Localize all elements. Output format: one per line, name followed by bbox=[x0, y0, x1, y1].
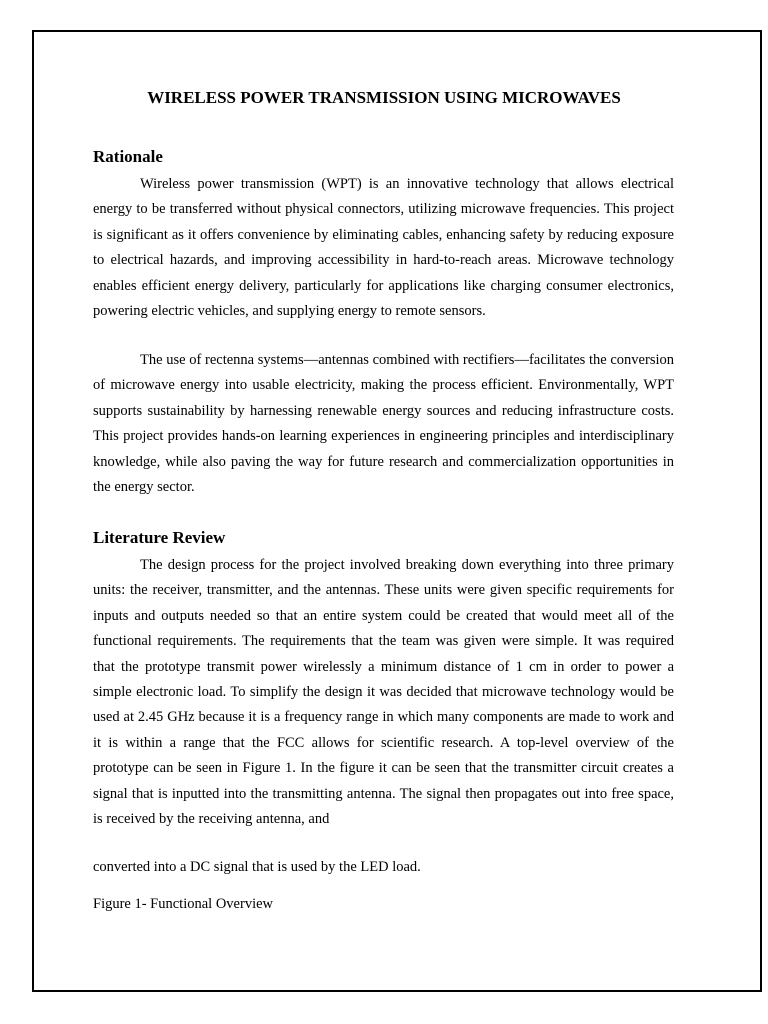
section-heading-rationale: Rationale bbox=[93, 147, 163, 166]
literature-review-paragraph: The design process for the project involved breaking down everything into three primary units: the receiver, transmitter, and the antennas. These units were given specific requirements for inputs and outputs needed so that an entire system could be created that would meet all of the functional requirements. The requirements that the team was given were simple. It was required that the prototype transmit power wirelessly a minimum distance of 1 cm in order to power a simple electronic load. To simplify the design it was decided that microwave technology would be used at 2.45 GHz because it is a frequency range in which many components are made to work and it is within a range that the FCC allows for scientific research. A top-level overview of the prototype can be seen in Figure 1. In the figure it can be seen that the transmitter circuit creates a signal that is inputted into the transmitting antenna. The signal then propagates out into free space, is received by the receiving antenna, and bbox=[93, 557, 674, 828]
rationale-paragraph-2: The use of rectenna systems—antennas combined with rectifiers—facilitates the conversion of microwave energy into usable electricity, making the process efficient. Environmentally, WPT supports sustainability by harnessing renewable energy sources and reducing infrastructure costs. This project provides hands-on learning experiences in engineering principles and interdisciplinary knowledge, while also paving the way for future research and commercialization opportunities in the energy sector. bbox=[93, 352, 674, 496]
document-title: WIRELESS POWER TRANSMISSION USING MICROWAVES bbox=[147, 88, 621, 107]
rationale-paragraph-1: Wireless power transmission (WPT) is an innovative technology that allows electrical energy to be transferred without physical connectors, utilizing microwave frequencies. This project is significant as it offers convenience by eliminating cables, enhancing safety by reducing exposure to electrical hazards, and improving accessibility in hard-to-reach areas. Microwave technology enables efficient energy delivery, particularly for applications like charging consumer electronics, powering electric vehicles, and supplying energy to remote sensors. bbox=[93, 176, 674, 320]
literature-review-continuation: converted into a DC signal that is used by the LED load. bbox=[93, 859, 421, 875]
figure-caption: Figure 1- Functional Overview bbox=[93, 896, 274, 912]
section-heading-literature-review: Literature Review bbox=[93, 528, 226, 547]
